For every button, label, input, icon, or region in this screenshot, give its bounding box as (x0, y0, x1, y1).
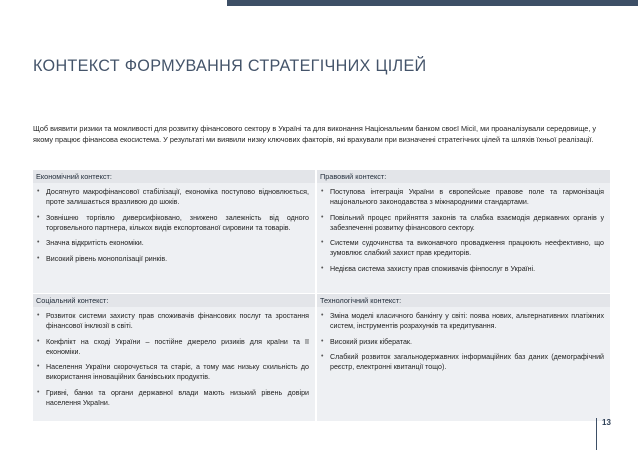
list-item: • Конфлікт на сході України – постійне джерело ризиків для країни та її економіки. (37, 337, 309, 356)
panel-heading: Технологічний контекст: (317, 294, 610, 307)
social-context-panel (33, 294, 315, 421)
list-item: • Поступова інтеграція України в європейське правове поле та гармонізація національного законодавства з міжнародними стандартами. (321, 188, 604, 206)
bullet-icon: • (37, 337, 40, 345)
bullet-list (320, 311, 604, 372)
top-accent-bar (227, 0, 638, 6)
list-item: • Повільний процес прийняття законів та слабка взаємодія державних органів у забезпеченні розвитку фінансового сектору. (321, 213, 604, 232)
legal-context-panel (317, 170, 610, 293)
bullet-icon: • (37, 239, 40, 246)
bullet-icon: • (321, 353, 324, 360)
panel-body (317, 183, 610, 293)
bullet-icon: • (321, 188, 324, 195)
list-item: • Значна відкритість економіки. (37, 239, 144, 247)
panel-body (33, 307, 315, 421)
bullet-icon: • (321, 312, 324, 319)
bullet-icon: • (37, 213, 40, 221)
bullet-icon: • (37, 388, 40, 396)
panel-body (33, 183, 315, 293)
panel-body (317, 307, 610, 421)
panel-heading: Правовий контекст: (317, 170, 610, 183)
bullet-icon: • (321, 264, 324, 272)
list-item: • Системи судочинства та виконавчого провадження працюють неефективно, що зумовлює слабкий захист прав кредиторів. (321, 239, 604, 257)
bullet-icon: • (321, 213, 324, 221)
bullet-list (320, 187, 604, 274)
page-number: 13 (596, 418, 611, 450)
bullet-icon: • (321, 239, 324, 246)
list-item: • Досягнуто макрофінансової стабілізації, економіка поступово відновлюється, проте залишається вразливою до шоків. (37, 188, 309, 206)
tech-context-panel (317, 294, 610, 421)
bullet-list (36, 311, 309, 408)
panel-heading: Соціальний контекст: (33, 294, 315, 307)
list-item: • Зміна моделі класичного банкінгу у світі: поява нових, альтернативних платіжних систем, інструментів розрахунків та кредитування. (321, 312, 604, 330)
panel-heading: Економічний контекст: (33, 170, 315, 183)
bullet-icon: • (37, 188, 40, 195)
list-item: • Недієва система захисту прав споживачів фінпослуг в Україні. (321, 264, 536, 273)
page-title: КОНТЕКСТ ФОРМУВАННЯ СТРАТЕГІЧНИХ ЦІЛЕЙ (33, 57, 427, 75)
bullet-icon: • (37, 254, 40, 262)
list-item: • Населення України скорочується та старіє, а тому має низьку схильність до використання інноваційних банківських продуктів. (37, 363, 309, 381)
list-item: • Гривні, банки та органи державної влади мають низький рівень довіри населення України. (37, 388, 309, 407)
bullet-list (36, 187, 309, 264)
intro-paragraph: Щоб виявити ризики та можливості для розвитку фінансового сектору в Україні та для виконання Національним банком своєї Місії, ми проаналізували середовище, у якому працює фінансова екосистема. У результаті ми виявили низку ключових факторів, які врахували при визначенні стратегічних цілей та шляхів їхньої реалізації. (33, 124, 597, 144)
bullet-icon: • (321, 337, 324, 345)
list-item: • Розвиток системи захисту прав споживачів фінансових послуг та зростання фінансової інклюзії в світі. (37, 312, 309, 330)
bullet-icon: • (37, 312, 40, 319)
list-item: • Високий рівень монополізації ринків. (37, 254, 168, 263)
bullet-icon: • (37, 363, 40, 370)
list-item: • Слабкий розвиток загальнодержавних інформаційних баз даних (демографічний реєстр, електронні квитанції тощо). (321, 353, 604, 371)
list-item: • Високий ризик кібератак. (321, 337, 412, 346)
context-grid (33, 170, 610, 410)
economic-context-panel (33, 170, 315, 293)
list-item: • Зовнішню торгівлю диверсифіковано, знижено залежність від одного торговельного партнера, кількох видів експортованої сировини та товарів. (37, 213, 309, 232)
